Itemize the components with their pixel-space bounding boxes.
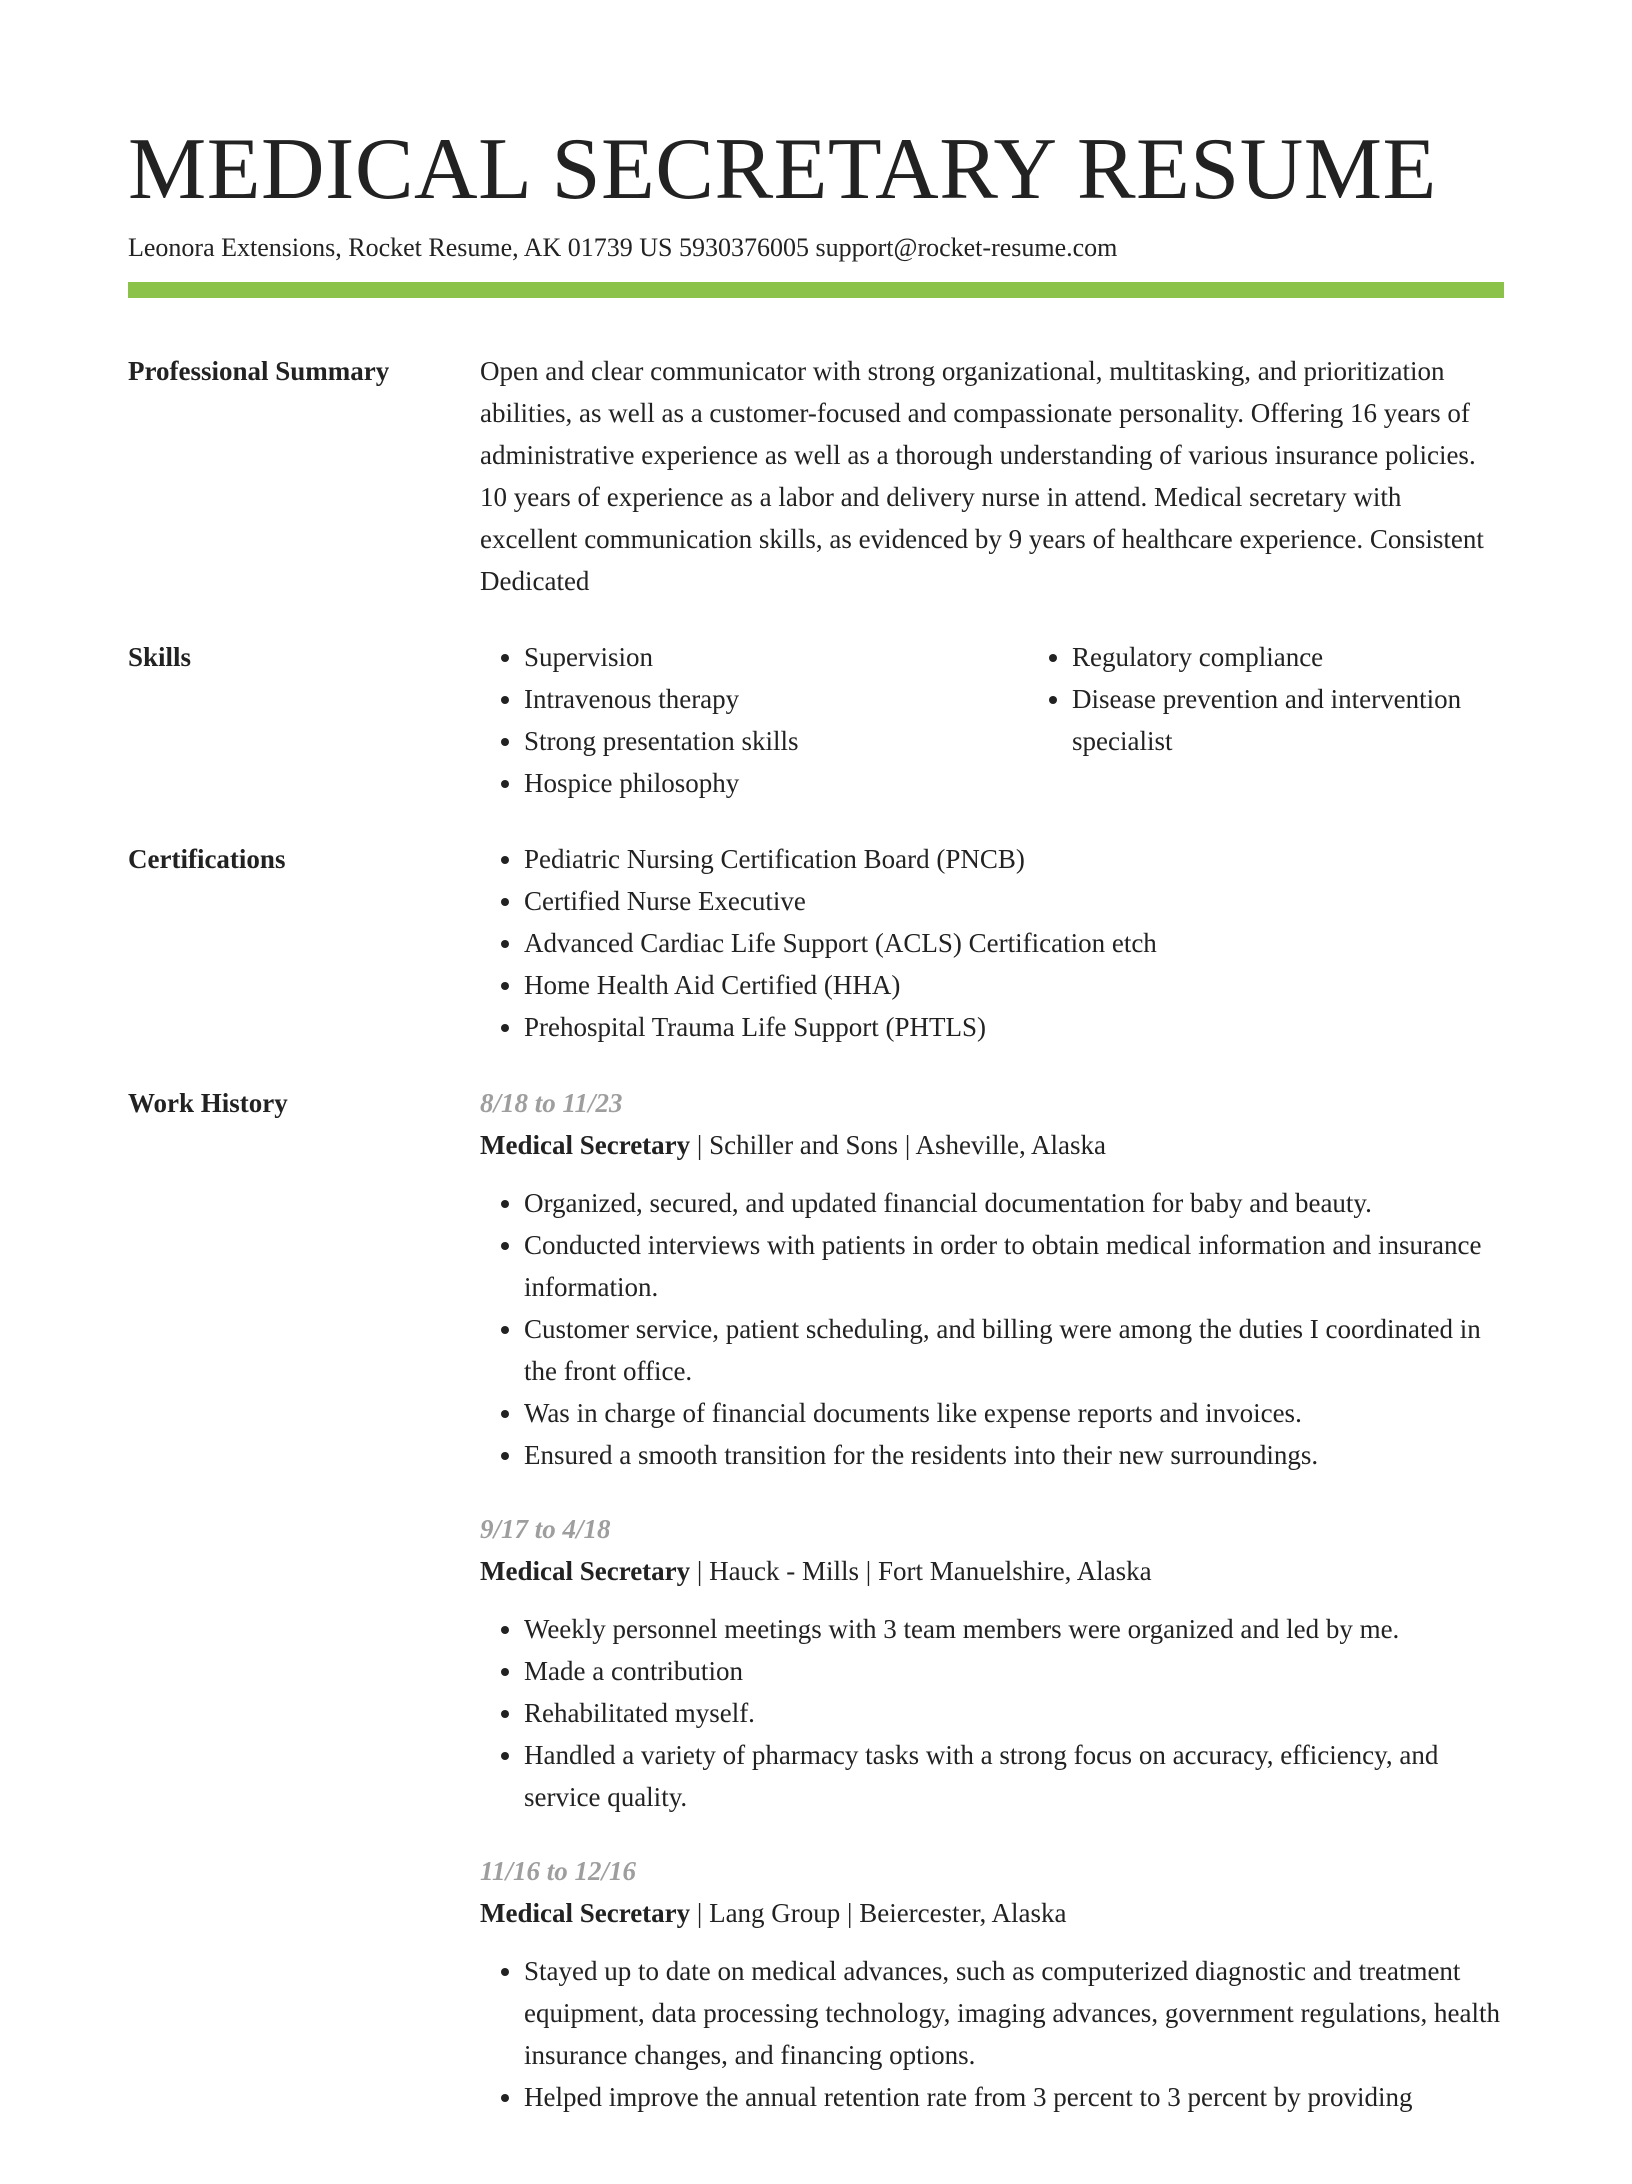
job-bullets (480, 1608, 1504, 1818)
contact-line (128, 230, 1504, 266)
job-bullet: • Ensured a smooth transition for the residents into their new surroundings. (524, 1434, 1504, 1476)
certifications-label: Certifications (128, 844, 286, 874)
job-bullet: • Organized, secured, and updated financial documentation for baby and beauty. (524, 1182, 1504, 1224)
resume-title: MEDICAL SECRETARY RESUME (128, 121, 1437, 218)
contact-phone: 5930376005 (679, 233, 809, 262)
job-details: | Schiller and Sons | Asheville, Alaska (690, 1130, 1106, 1160)
work-history-section (128, 1082, 1504, 2150)
job-title: Medical Secretary (480, 1130, 691, 1160)
skills-label: Skills (128, 642, 192, 672)
certification-item: • Home Health Aid Certified (HHA) (524, 964, 1504, 1006)
job-bullet: • Made a contribution (524, 1650, 1504, 1692)
job-details: | Hauck - Mills | Fort Manuelshire, Alaska (690, 1556, 1152, 1586)
skill-item: • Strong presentation skills (524, 720, 1028, 762)
certifications-section (128, 838, 1504, 1048)
job-bullet: • Weekly personnel meetings with 3 team members were organized and led by me. (524, 1608, 1504, 1650)
job-bullet: • Handled a variety of pharmacy tasks with a strong focus on accuracy, efficiency, and service quality. (524, 1734, 1504, 1818)
skill-item: • Regulatory compliance (1072, 636, 1532, 678)
skill-item: • Supervision (524, 636, 1028, 678)
skills-section (128, 636, 1504, 804)
job-header (480, 1892, 1504, 1934)
skill-item: • Disease prevention and intervention specialist (1072, 678, 1532, 762)
summary-label: Professional Summary (128, 356, 390, 386)
job-bullet: • Was in charge of financial documents like expense reports and invoices. (524, 1392, 1504, 1434)
job-details: | Lang Group | Beiercester, Alaska (690, 1898, 1067, 1928)
summary-section (128, 350, 1504, 602)
job-entry (480, 1850, 1504, 2118)
certification-item: • Advanced Cardiac Life Support (ACLS) Certification etch (524, 922, 1504, 964)
job-dates: 9/17 to 4/18 (480, 1514, 611, 1544)
certification-item: • Prehospital Trauma Life Support (PHTLS) (524, 1006, 1504, 1048)
skill-item: • Intravenous therapy (524, 678, 1028, 720)
job-bullets (480, 1182, 1504, 1476)
job-bullet: • Rehabilitated myself. (524, 1692, 1504, 1734)
summary-text: Open and clear communicator with strong organizational, multitasking, and prioritization abilities, as well as a customer-focused and compassionate personality. Offering 16 years of administrative experience as well as a thorough understanding of various insurance policies. 10 years of experience as a labor and delivery nurse in attend. Medical secretary with excellent communication skills, as evidenced by 9 years of healthcare experience. Consistent Dedicated (480, 356, 1484, 596)
resume-page (128, 120, 1504, 2184)
job-bullet: • Conducted interviews with patients in order to obtain medical information and insurance information. (524, 1224, 1504, 1308)
job-entry (480, 1508, 1504, 1818)
skills-list-right (1028, 636, 1532, 804)
job-header (480, 1124, 1504, 1166)
job-header (480, 1550, 1504, 1592)
job-title: Medical Secretary (480, 1556, 691, 1586)
contact-email[interactable]: support@rocket-resume.com (815, 233, 1118, 262)
job-bullet: • Stayed up to date on medical advances, such as computerized diagnostic and treatment equipment, data processing technology, imaging advances, government regulations, health insurance changes, and financing options. (524, 1950, 1504, 2076)
accent-divider (128, 282, 1504, 298)
job-entry (480, 1082, 1504, 1476)
job-bullets (480, 1950, 1504, 2118)
skill-item: • Hospice philosophy (524, 762, 1028, 804)
contact-address: Leonora Extensions, Rocket Resume, AK 01739 US (128, 233, 673, 262)
skills-list-left (480, 636, 1028, 804)
job-title: Medical Secretary (480, 1898, 691, 1928)
job-bullet: • Customer service, patient scheduling, and billing were among the duties I coordinated in the front office. (524, 1308, 1504, 1392)
job-dates: 8/18 to 11/23 (480, 1088, 623, 1118)
certification-item: • Certified Nurse Executive (524, 880, 1504, 922)
certification-item: • Pediatric Nursing Certification Board (PNCB) (524, 838, 1504, 880)
work-history-label: Work History (128, 1088, 288, 1118)
job-dates: 11/16 to 12/16 (480, 1856, 637, 1886)
certifications-list (480, 838, 1504, 1048)
job-bullet: • Helped improve the annual retention rate from 3 percent to 3 percent by providing (524, 2076, 1504, 2118)
